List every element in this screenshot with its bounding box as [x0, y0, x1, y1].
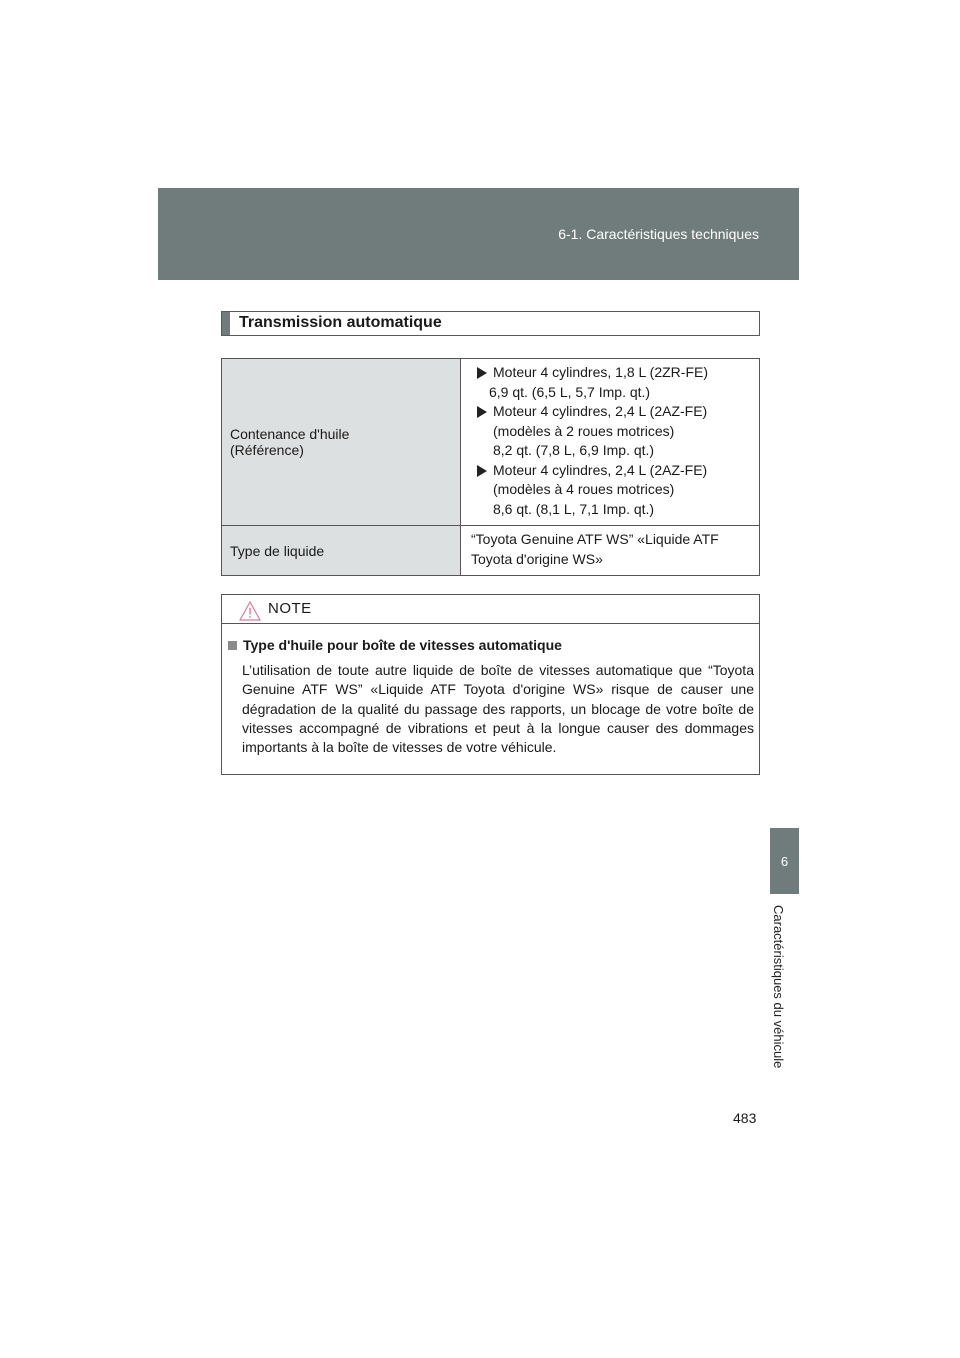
triangle-bullet-icon [477, 406, 487, 418]
spec-table [221, 358, 760, 576]
list-item [471, 461, 749, 481]
triangle-bullet-icon [477, 465, 487, 477]
heading-bar [222, 312, 230, 335]
fluid-type-label: Type de liquide [222, 526, 461, 576]
label-line: (Référence) [230, 442, 304, 458]
fluid-type-value [461, 526, 760, 576]
model-line: (modèles à 4 roues motrices) [493, 481, 675, 497]
table-row [222, 359, 760, 526]
section-title: Transmission automatique [239, 314, 442, 331]
section-breadcrumb: 6-1. Caractéristiques techniques [558, 226, 759, 242]
list-item [471, 402, 749, 422]
engine-line: Moteur 4 cylindres, 1,8 L (2ZR-FE) [493, 364, 708, 380]
label-line: Contenance d'huile [230, 426, 350, 442]
note-subtitle: Type d'huile pour boîte de vitesses automatique [243, 637, 562, 653]
oil-capacity-label [222, 359, 461, 526]
note-box [221, 594, 760, 775]
model-line: (modèles à 2 roues motrices) [493, 422, 675, 439]
page-number: 483 [733, 1110, 757, 1126]
note-header [222, 595, 759, 624]
capacity-line: 8,6 qt. (8,1 L, 7,1 Imp. qt.) [493, 500, 655, 517]
oil-capacity-values [461, 359, 760, 526]
note-title: NOTE [268, 600, 312, 617]
value-line: Toyota d'origine WS» [471, 550, 603, 567]
triangle-bullet-icon [477, 367, 487, 379]
engine-line: Moteur 4 cylindres, 2,4 L (2AZ-FE) [493, 461, 708, 478]
table-row [222, 526, 760, 576]
chapter-number: 6 [780, 854, 789, 869]
chapter-tab [770, 828, 799, 894]
note-subtitle-row [228, 637, 562, 653]
value-line: “Toyota Genuine ATF WS” «Liquide ATF [471, 531, 719, 547]
square-bullet-icon [228, 641, 237, 650]
chapter-header [158, 188, 799, 280]
note-body: L’utilisation de toute autre liquide de boîte de vitesses automatique que “Toyota Genuine ATF WS” «Liquide ATF Toyota d'origine WS» risque de causer une dégradation de la qualité du passage des rapports, un blocage de votre boîte de vitesses accompagné de vibrations et peut à la longue causer des dommages importants à la boîte de vitesses de votre véhicule. [242, 662, 754, 756]
capacity-line: 6,9 qt. (6,5 L, 5,7 Imp. qt.) [489, 383, 651, 400]
engine-line: Moteur 4 cylindres, 2,4 L (2AZ-FE) [493, 403, 708, 419]
chapter-label: Caractéristiques du véhicule [771, 905, 786, 1069]
section-heading [221, 311, 760, 336]
warning-icon [239, 601, 261, 621]
capacity-line: 8,2 qt. (7,8 L, 6,9 Imp. qt.) [493, 442, 655, 458]
list-item [471, 363, 749, 383]
